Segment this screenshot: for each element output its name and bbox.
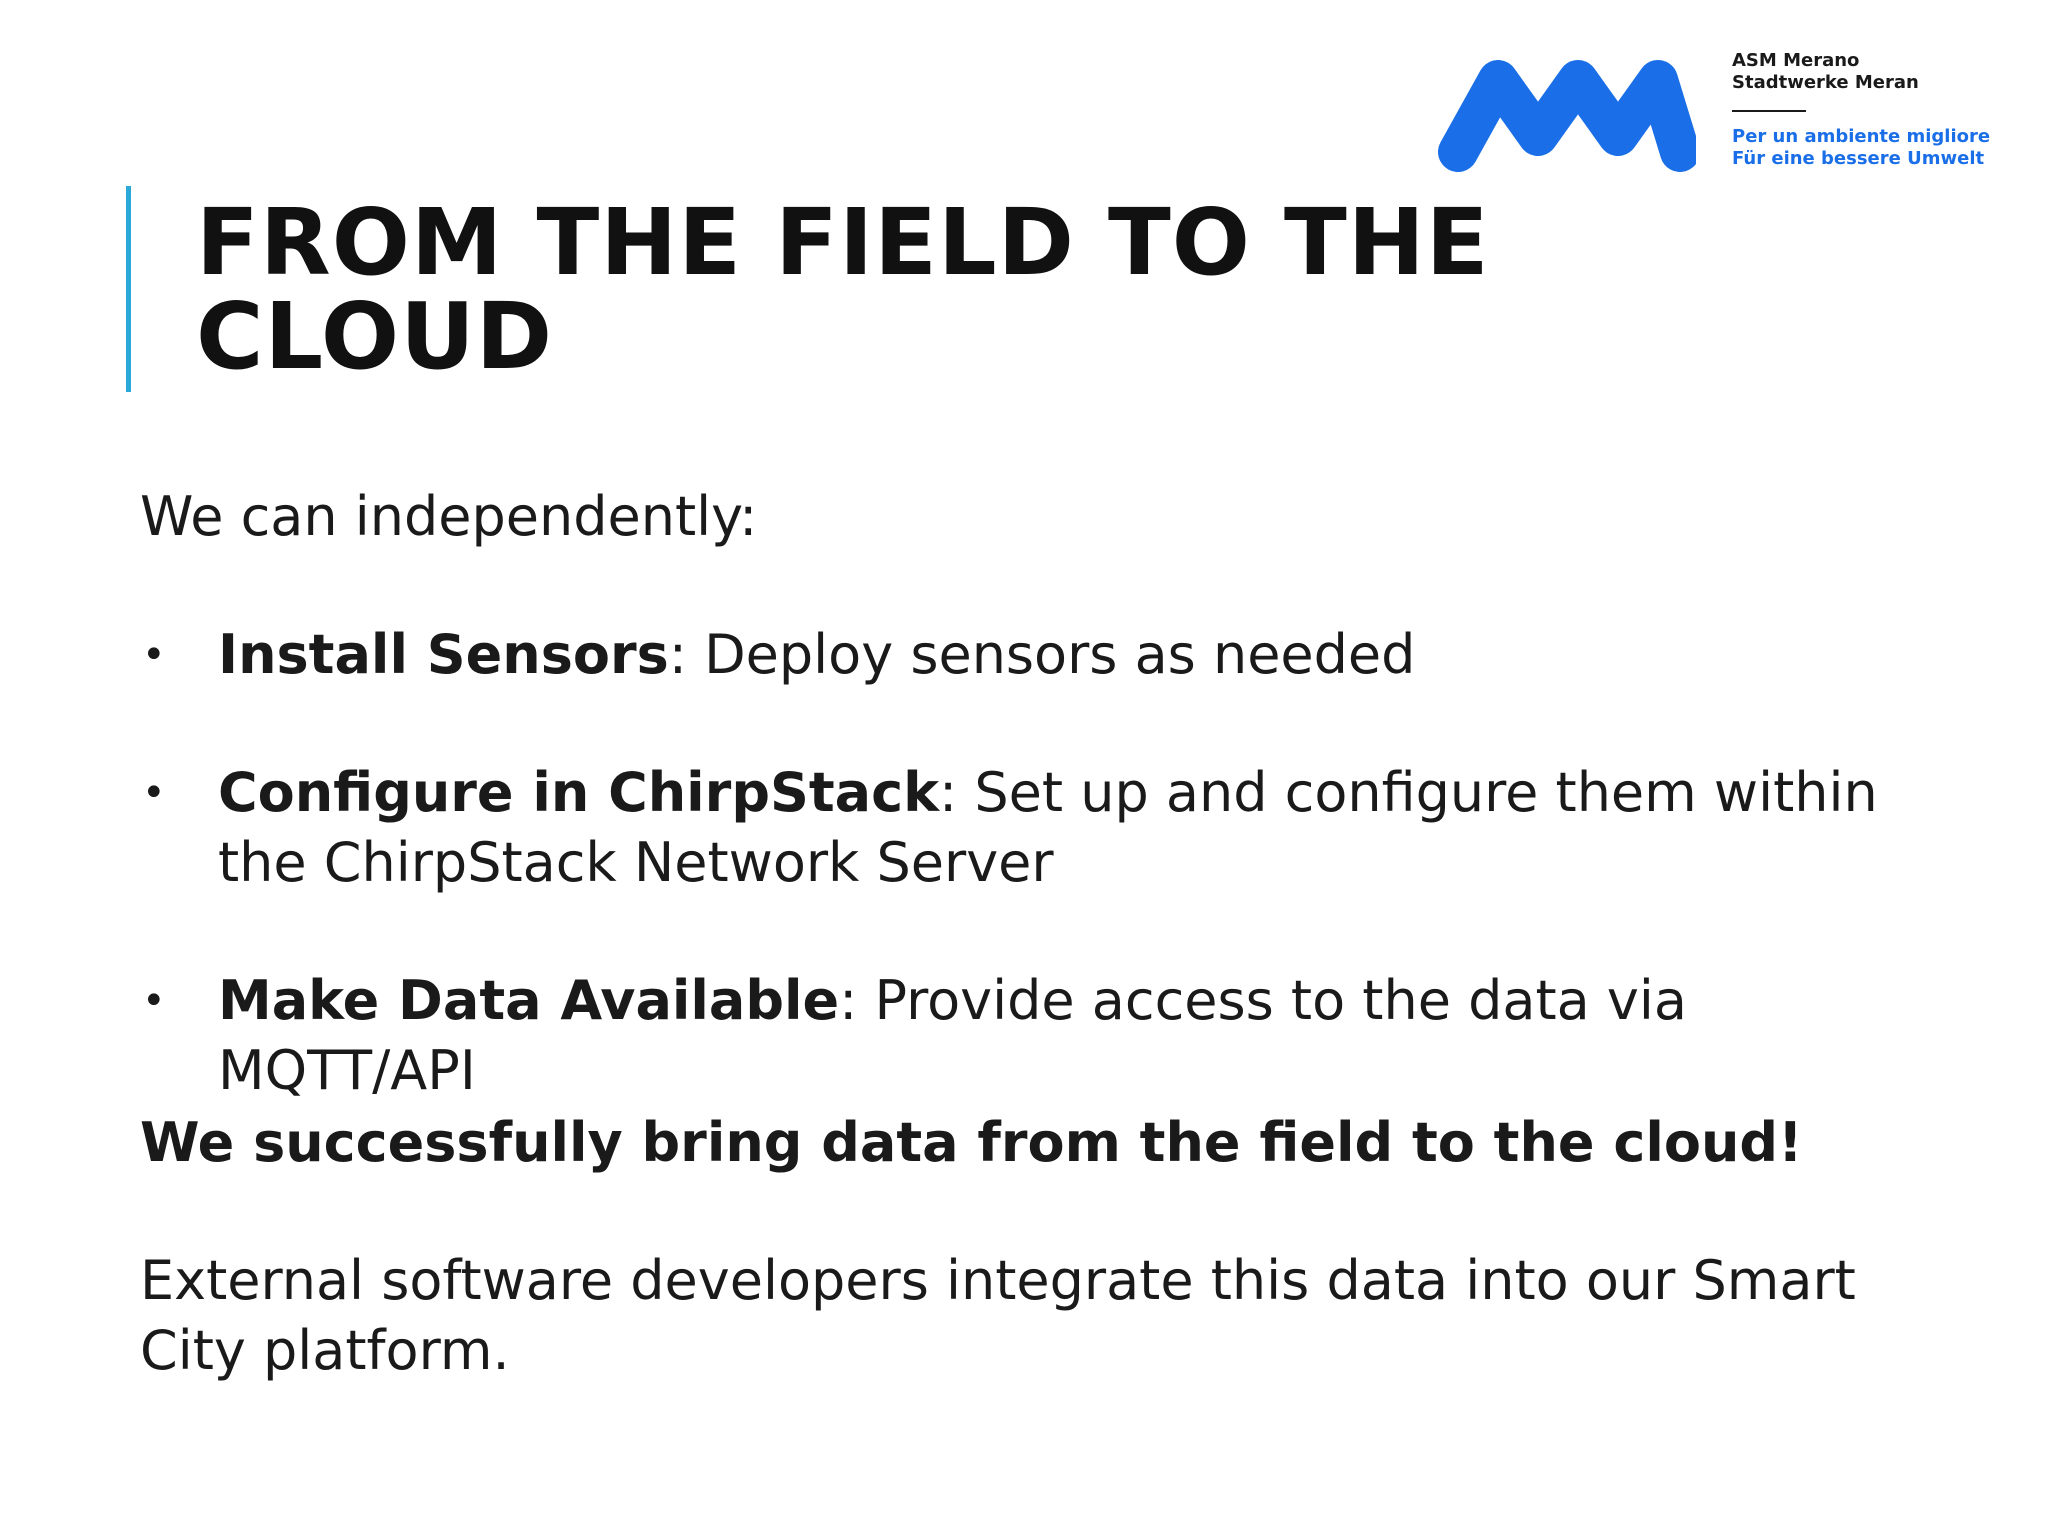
bullet-description: : Deploy sensors as needed (668, 623, 1416, 686)
bullet-item-install-sensors (140, 620, 1900, 690)
slide-title-line1: FROM THE FIELD TO THE (196, 189, 1490, 296)
logo-company-line1: ASM Merano (1732, 50, 1860, 71)
bullet-list (140, 620, 1900, 1174)
slide-title (196, 189, 1496, 390)
bullet-item-make-data-available (140, 966, 1900, 1106)
bullet-description: : Set up and configure them within the ChirpStack Network Server (218, 761, 1878, 894)
bullet-term: Make Data Available (218, 969, 840, 1032)
bullet-item-configure-chirpstack (140, 758, 1900, 898)
logo-company-line2: Stadtwerke Meran (1732, 72, 1919, 93)
slide-title-line2: CLOUD (196, 283, 554, 390)
logo-divider (1732, 110, 1806, 112)
bullet-icon: • (142, 770, 166, 816)
logo-text (1732, 50, 2032, 170)
closing-text: External software developers integrate this data into our Smart City platform. (140, 1249, 1856, 1382)
highlight-statement: We successfully bring data from the field to the cloud! (140, 1111, 1803, 1174)
bullet-term: Install Sensors (218, 623, 669, 686)
logo-tagline-line1: Per un ambiente migliore (1732, 126, 1991, 147)
bullet-term: Configure in ChirpStack (218, 761, 940, 824)
logo-tagline-line2: Für eine bessere Umwelt (1732, 148, 1985, 169)
title-accent-bar (126, 186, 131, 392)
asm-logo (1436, 48, 2036, 178)
bullet-icon: • (142, 632, 166, 678)
bullet-icon: • (142, 978, 166, 1024)
intro-text: We can independently: (140, 485, 758, 548)
asm-logo-mark-icon (1436, 48, 1696, 178)
bullet-description: : Provide access to the data via MQTT/API (218, 969, 1687, 1102)
